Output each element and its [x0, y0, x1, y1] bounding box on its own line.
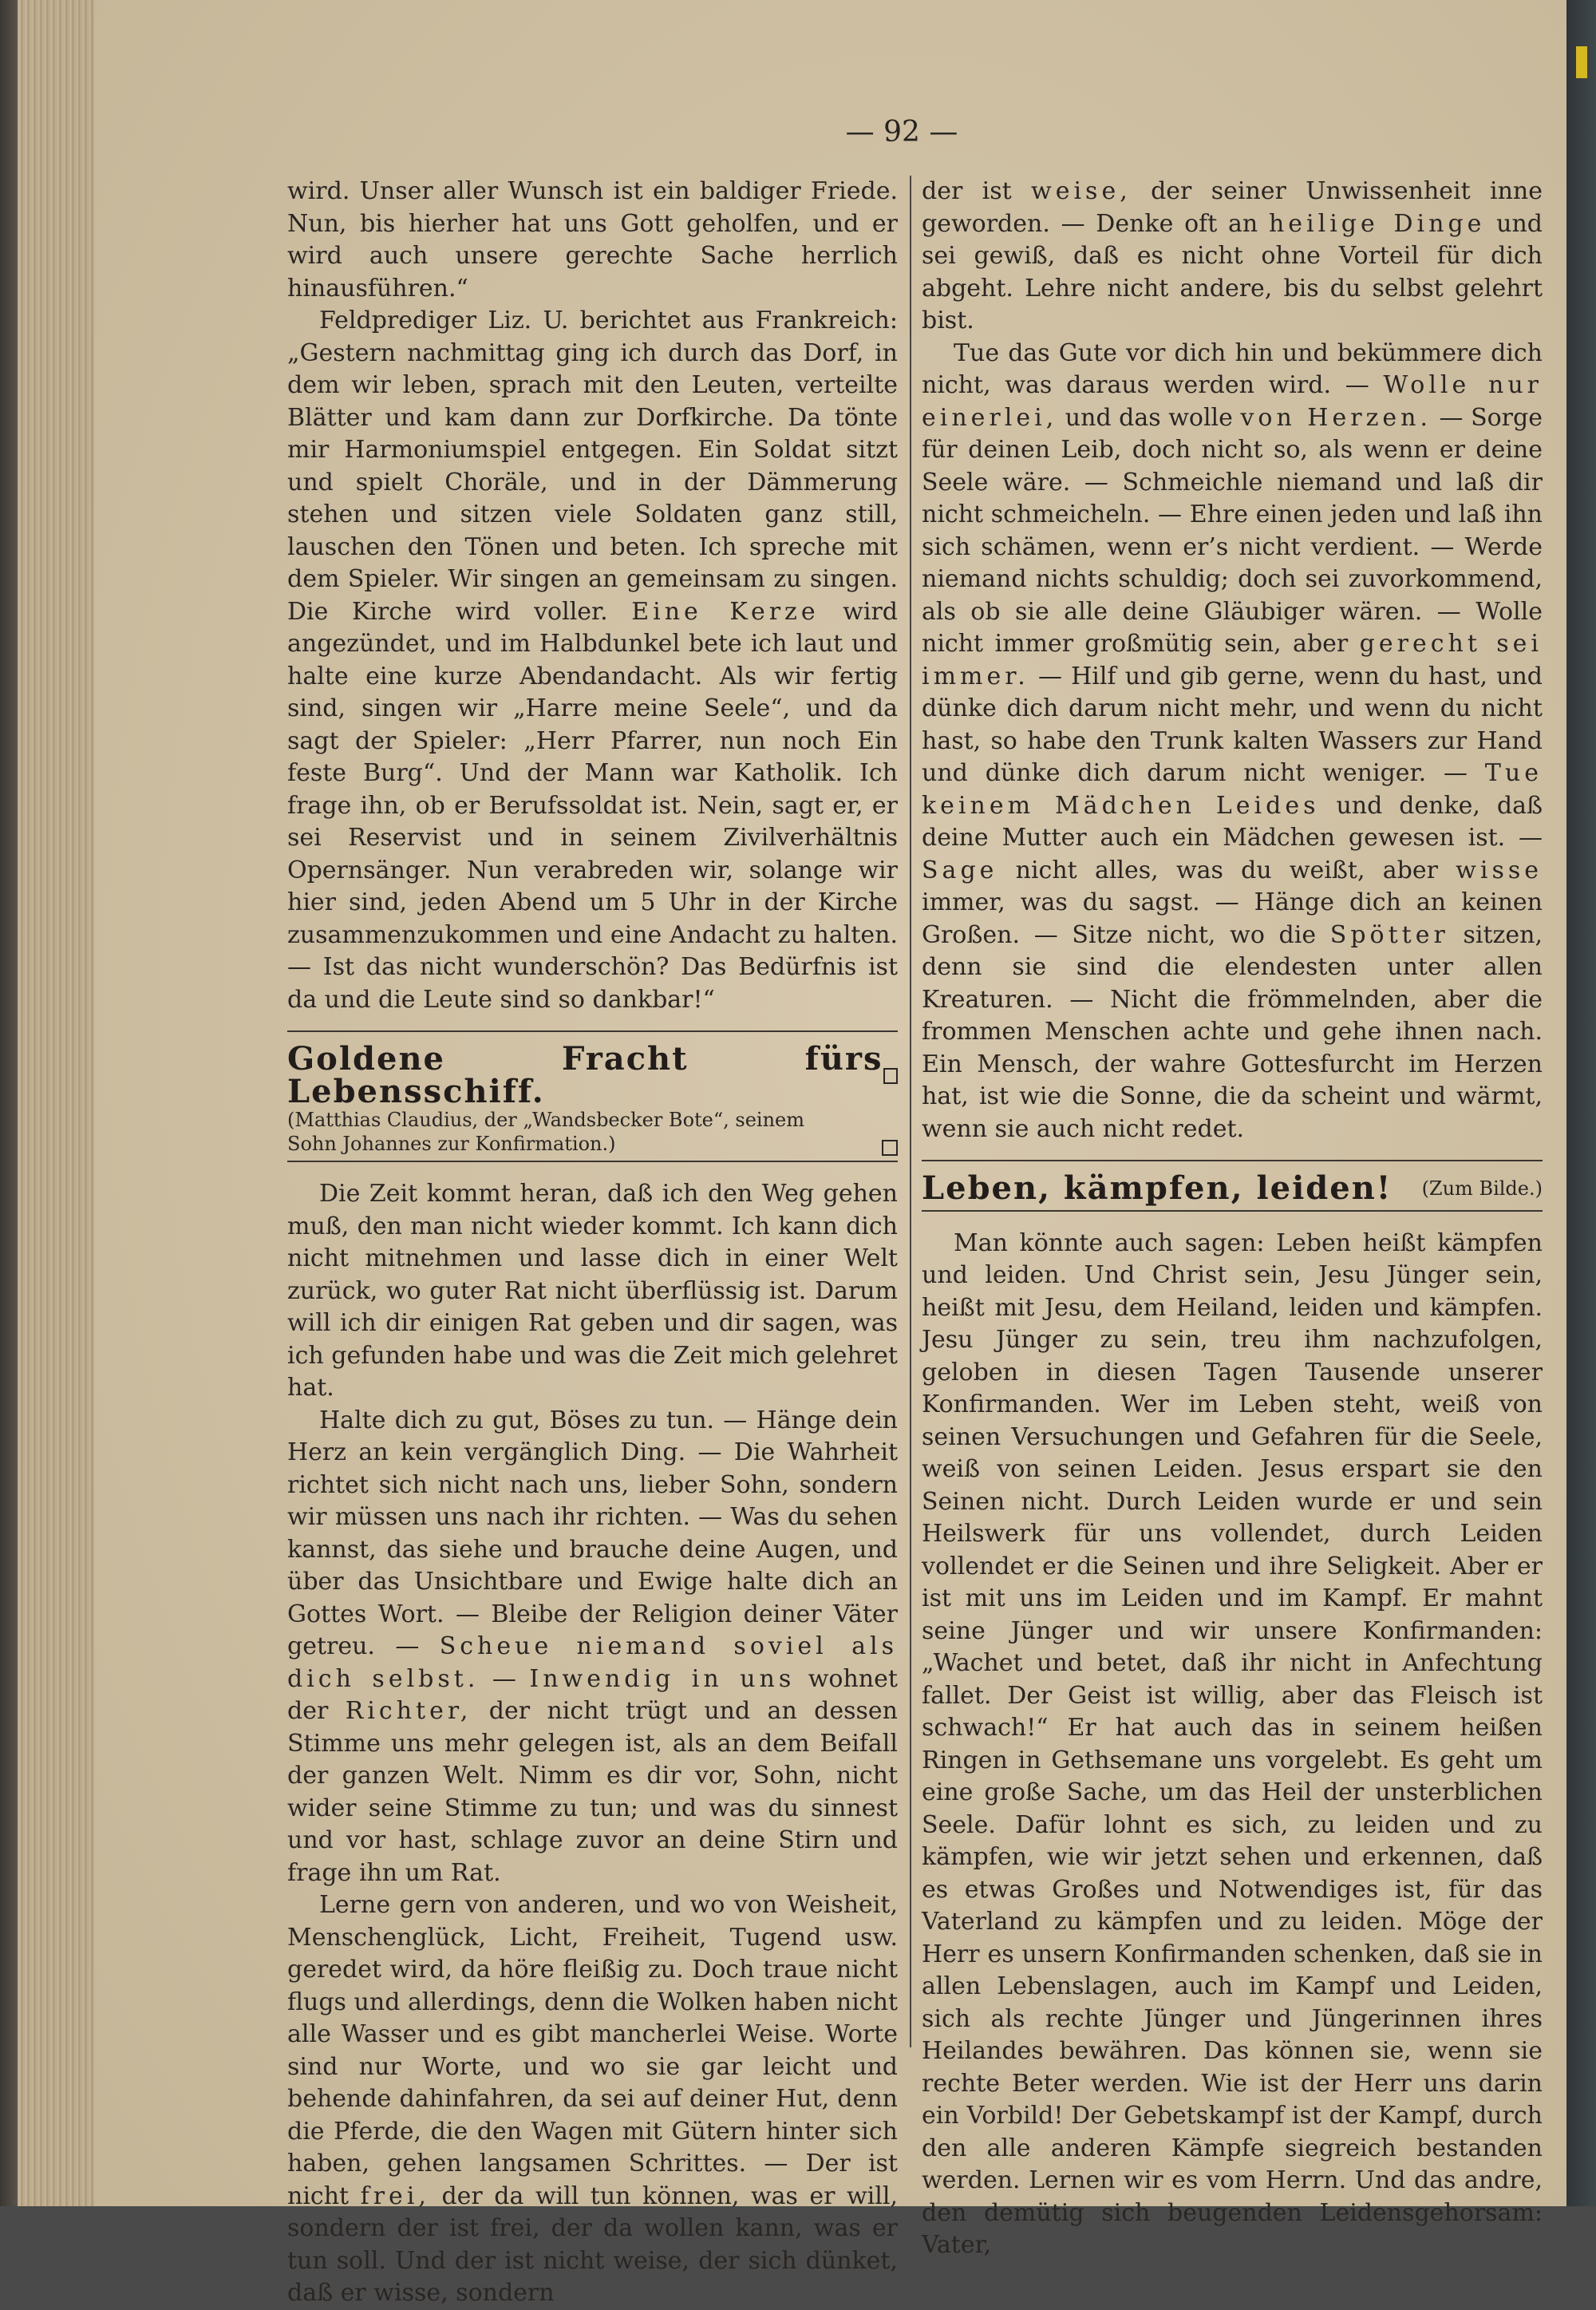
- spaced-emphasis: wisse: [1456, 856, 1543, 884]
- text-run: und das wolle: [1065, 403, 1233, 432]
- section-divider: [287, 1030, 898, 1032]
- text-run: — Hilf und gib gerne, wenn du hast, und dünke dich darum nicht mehr, und wenn du nicht hast, so habe den Trunk kalten Wassers zur Hand und dünke dich darum nicht weniger. —: [922, 662, 1543, 787]
- paragraph: Man könnte auch sagen: Leben heißt kämpfen und leiden. Und Christ sein, Jesu Jünger sein, heißt mit Jesu, dem Heiland, leiden und kämpfen. Jesu Jünger zu sein, treu ihm nachzufolgen, geloben in diesen Tagen Tausende unserer Konfirmanden. Wer im Leben steht, weiß von seinen Versuchungen und Gefahren für die Seele, weiß von seinen Leiden. Jesus erspart sie den Seinen nicht. Durch Leiden wurde er und sein Heilswerk für uns vollendet, durch Leiden vollendet er die Seinen und ihre Seligkeit. Aber er ist mit uns im Leiden und im Kampf. Er mahnt seine Jünger und wir unsere Konfirmanden: „Wachet und betet, daß ihr nicht in Anfechtung fallet. Der Geist ist willig, aber das Fleisch ist schwach!“ Er hat auch das in seinem heißen Ringen in Gethsemane uns vorgelebt. Es geht um eine große Sache, um das Heil der unsterblichen Seele. Dafür lohnt es sich, zu leiden und zu kämpfen, wie wir jetzt sehen und erkennen, daß es etwas Großes und Notwendiges ist, für das Vaterland zu kämpfen und zu leiden. Möge der Herr es unsern Konfirmanden schenken, daß sie in allen Lebenslagen, auch im Kampf und Leiden, sich als rechte Jünger und Jüngerinnen ihres Heilandes bewähren. Das können sie, wenn sie rechte Beter werden. Wie ist der Herr uns darin ein Vorbild! Der Gebetskampf ist der Kampf, durch den alle anderen Kämpfe siegreich bestanden werden. Lernen wir es vom Herrn. Und das andre, den demütig sich beugenden Leidensgehorsam: Vater,: [922, 1228, 1543, 2259]
- article-tag: (Zum Bilde.): [1421, 1177, 1543, 1200]
- text-run: der nicht trügt und an dessen Stimme uns mehr gelegen ist, als an dem Beifall der ganzen Welt. Nimm es dir vor, Sohn, nicht wider seine Stimme zu tun; und was du sinnest und vor hast, schlage zuvor an deine Stirn und frage ihn um Rat.: [287, 1697, 898, 1887]
- paragraph: [287, 1405, 898, 1890]
- text-run: und denke, daß deine Mutter auch ein Mädchen gewesen ist. —: [922, 791, 1543, 852]
- article-header: [922, 1169, 1543, 1207]
- text-run: — Sorge für deinen Leib, doch nicht so, als wenn er deine Seele wäre. — Schmeichle niemand und laß dir nicht schmeicheln. — Ehre einen jeden und laß ihn sich schämen, wenn er’s nicht verdient. — Werde niemand nichts schuldig; doch sei zuvorkommend, als ob sie alle deine Gläubiger wären. — Wolle nicht immer großmütig sein, aber: [922, 403, 1543, 658]
- text-run: Lerne gern von anderen, und wo von Weisheit, Menschenglück, Licht, Freiheit, Tugend usw. geredet wird, da höre fleißig zu. Doch traue nicht flugs und allerdings, denn die Wolken haben nicht alle Wasser und es gibt mancherlei Weise. Worte sind nur Worte, und wo sie gar leicht und behende dahinfahren, da sei auf deiner Hut, denn die Pferde, die den Wagen mit Gütern hinter sich haben, gehen langsamen Schrittes. — Der ist nicht: [287, 1891, 898, 2210]
- text-run: der ist: [922, 177, 1012, 205]
- binding-edge: [1566, 0, 1596, 2206]
- text-run: Halte dich zu gut, Böses zu tun. — Hänge dein Herz an kein vergänglich Ding. — Die Wahrheit richtet sich nicht nach uns, lieber Sohn, sondern wir müssen uns nach ihr richten. — Was du sehen kannst, das siehe und brauche deine Augen, und über das Unsichtbare und Ewige halte dich an Gottes Wort. — Bleibe der Religion deiner Väter getreu. —: [287, 1406, 898, 1660]
- spaced-emphasis: frei,: [360, 2181, 430, 2210]
- text-run: und sei gewiß, daß es nicht ohne Vorteil für dich abgeht. Lehre nicht andere, bis du selbst gelehrt bist.: [922, 209, 1543, 334]
- article-headline: Leben, kämpfen, leiden!: [922, 1169, 1393, 1207]
- section-divider: [922, 1160, 1543, 1161]
- spaced-emphasis: Wolle nur einerlei,: [922, 371, 1543, 432]
- spaced-emphasis: Sage: [922, 856, 998, 884]
- column-divider: [910, 176, 911, 2047]
- right-column: [922, 176, 1543, 2262]
- byline-part: Sohn Johannes zur Konfirmation.): [287, 1133, 616, 1155]
- book-cover-edge: [0, 0, 18, 2206]
- text-run: —: [492, 1664, 516, 1693]
- paragraph: [922, 176, 1543, 338]
- spaced-emphasis: Scheue niemand soviel als dich selbst.: [287, 1632, 898, 1693]
- spaced-emphasis: weise,: [1031, 177, 1132, 205]
- byline-text: [287, 1108, 804, 1156]
- paragraph: [922, 338, 1543, 1146]
- byline: [287, 1108, 898, 1156]
- article-header: [287, 1040, 898, 1110]
- text-run: der seiner Unwissenheit inne geworden. — Denke oft an: [922, 177, 1543, 238]
- page-number: — 92 —: [845, 116, 958, 148]
- spaced-emphasis: Inwendig in uns: [529, 1664, 796, 1693]
- section-divider: [287, 1161, 898, 1162]
- bookmark-tab: [1576, 46, 1587, 78]
- spaced-emphasis: Eine Kerze: [631, 597, 820, 626]
- text-run: nicht alles, was du weißt, aber: [1015, 856, 1438, 884]
- box-ornament-icon: [883, 1068, 898, 1084]
- text-run: sitzen, denn sie sind die elendesten unter allen Kreaturen. — Nicht die frömmelnden, aber die frommen Menschen achte und gehe ihnen nach. Ein Mensch, der wahre Gottesfurcht im Herzen hat, ist wie die Sonne, die da scheint und wärmt, wenn sie auch nicht redet.: [922, 920, 1543, 1143]
- section-divider: [922, 1210, 1543, 1212]
- left-column: [287, 176, 898, 2310]
- text-run: wird angezündet, und im Halbdunkel bete ich laut und halte eine kurze Abendandacht. Als wir fertig sind, singen wir „Harre meine Seele“, und da sagt der Spieler: „Herr Pfarrer, nun noch Ein feste Burg“. Und der Mann war Katholik. Ich frage ihn, ob er Berufssoldat ist. Nein, sagt er, er sei Reservist und in seinem Zivilverhältnis Opernsänger. Nun verabreden wir, solange wir hier sind, jeden Abend um 5 Uhr in der Kirche zusammenzukommen und eine Andacht zu halten. — Ist das nicht wunderschön? Das Bedürfnis ist da und die Leute sind so dankbar!“: [287, 597, 898, 1014]
- spaced-emphasis: Spötter: [1329, 920, 1449, 949]
- spaced-emphasis: Tue keinem Mädchen Leides: [922, 759, 1543, 820]
- text-run: Tue das Gute vor dich hin und bekümmere dich nicht, was daraus werden wird. —: [922, 338, 1543, 399]
- paragraph: [287, 1889, 898, 2310]
- spaced-emphasis: heilige Dinge: [1268, 209, 1486, 238]
- box-ornament-icon: [882, 1140, 898, 1156]
- paragraph: [287, 305, 898, 1016]
- paragraph: Die Zeit kommt heran, daß ich den Weg gehen muß, den man nicht wieder kommt. Ich kann dich nicht mitnehmen und lasse dich in einer Welt zurück, wo guter Rat nicht überflüssig ist. Darum will ich dir einigen Rat geben und dir sagen, was ich gefunden habe und was die Zeit mich gelehret hat.: [287, 1180, 898, 1402]
- paragraph: wird. Unser aller Wunsch ist ein baldiger Friede. Nun, bis hierher hat uns Gott geholfen, und er wird auch unsere gerechte Sache herrlich hinausführen.“: [287, 177, 898, 303]
- article-headline: Goldene Fracht fürs Lebensschiff.: [287, 1040, 883, 1110]
- spaced-emphasis: von Herzen.: [1240, 403, 1432, 432]
- text-run: immer, was du sagst. — Hänge dich an keinen Großen. — Sitze nicht, wo die: [922, 888, 1543, 949]
- spaced-emphasis: Richter,: [345, 1697, 472, 1725]
- text-run: wohnet der: [287, 1664, 898, 1725]
- spaced-emphasis: gerecht sei immer.: [922, 630, 1543, 690]
- text-run: Feldprediger Liz. U. berichtet aus Frankreich: „Gestern nachmittag ging ich durch das Dorf, in dem wir leben, sprach mit den Leuten, verteilte Blätter und kam dann zur Dorfkirche. Da tönte mir Harmoniumspiel entgegen. Ein Soldat sitzt und spielt Choräle, und in der Dämmerung stehen und sitzen viele Soldaten ganz still, lauschen den Tönen und beten. Ich spreche mit dem Spieler. Wir singen an gemeinsam zu singen. Die Kirche wird voller.: [287, 307, 898, 626]
- text-run: der da will tun können, was er will, sondern der ist frei, der da wollen kann, was er tun soll. Und der ist nicht weise, der sich dünket, daß er wisse, sondern: [287, 2181, 898, 2307]
- byline-part: (Matthias Claudius, der „Wandsbecker Bote“, seinem: [287, 1109, 804, 1131]
- page-stack-edge: [18, 0, 105, 2206]
